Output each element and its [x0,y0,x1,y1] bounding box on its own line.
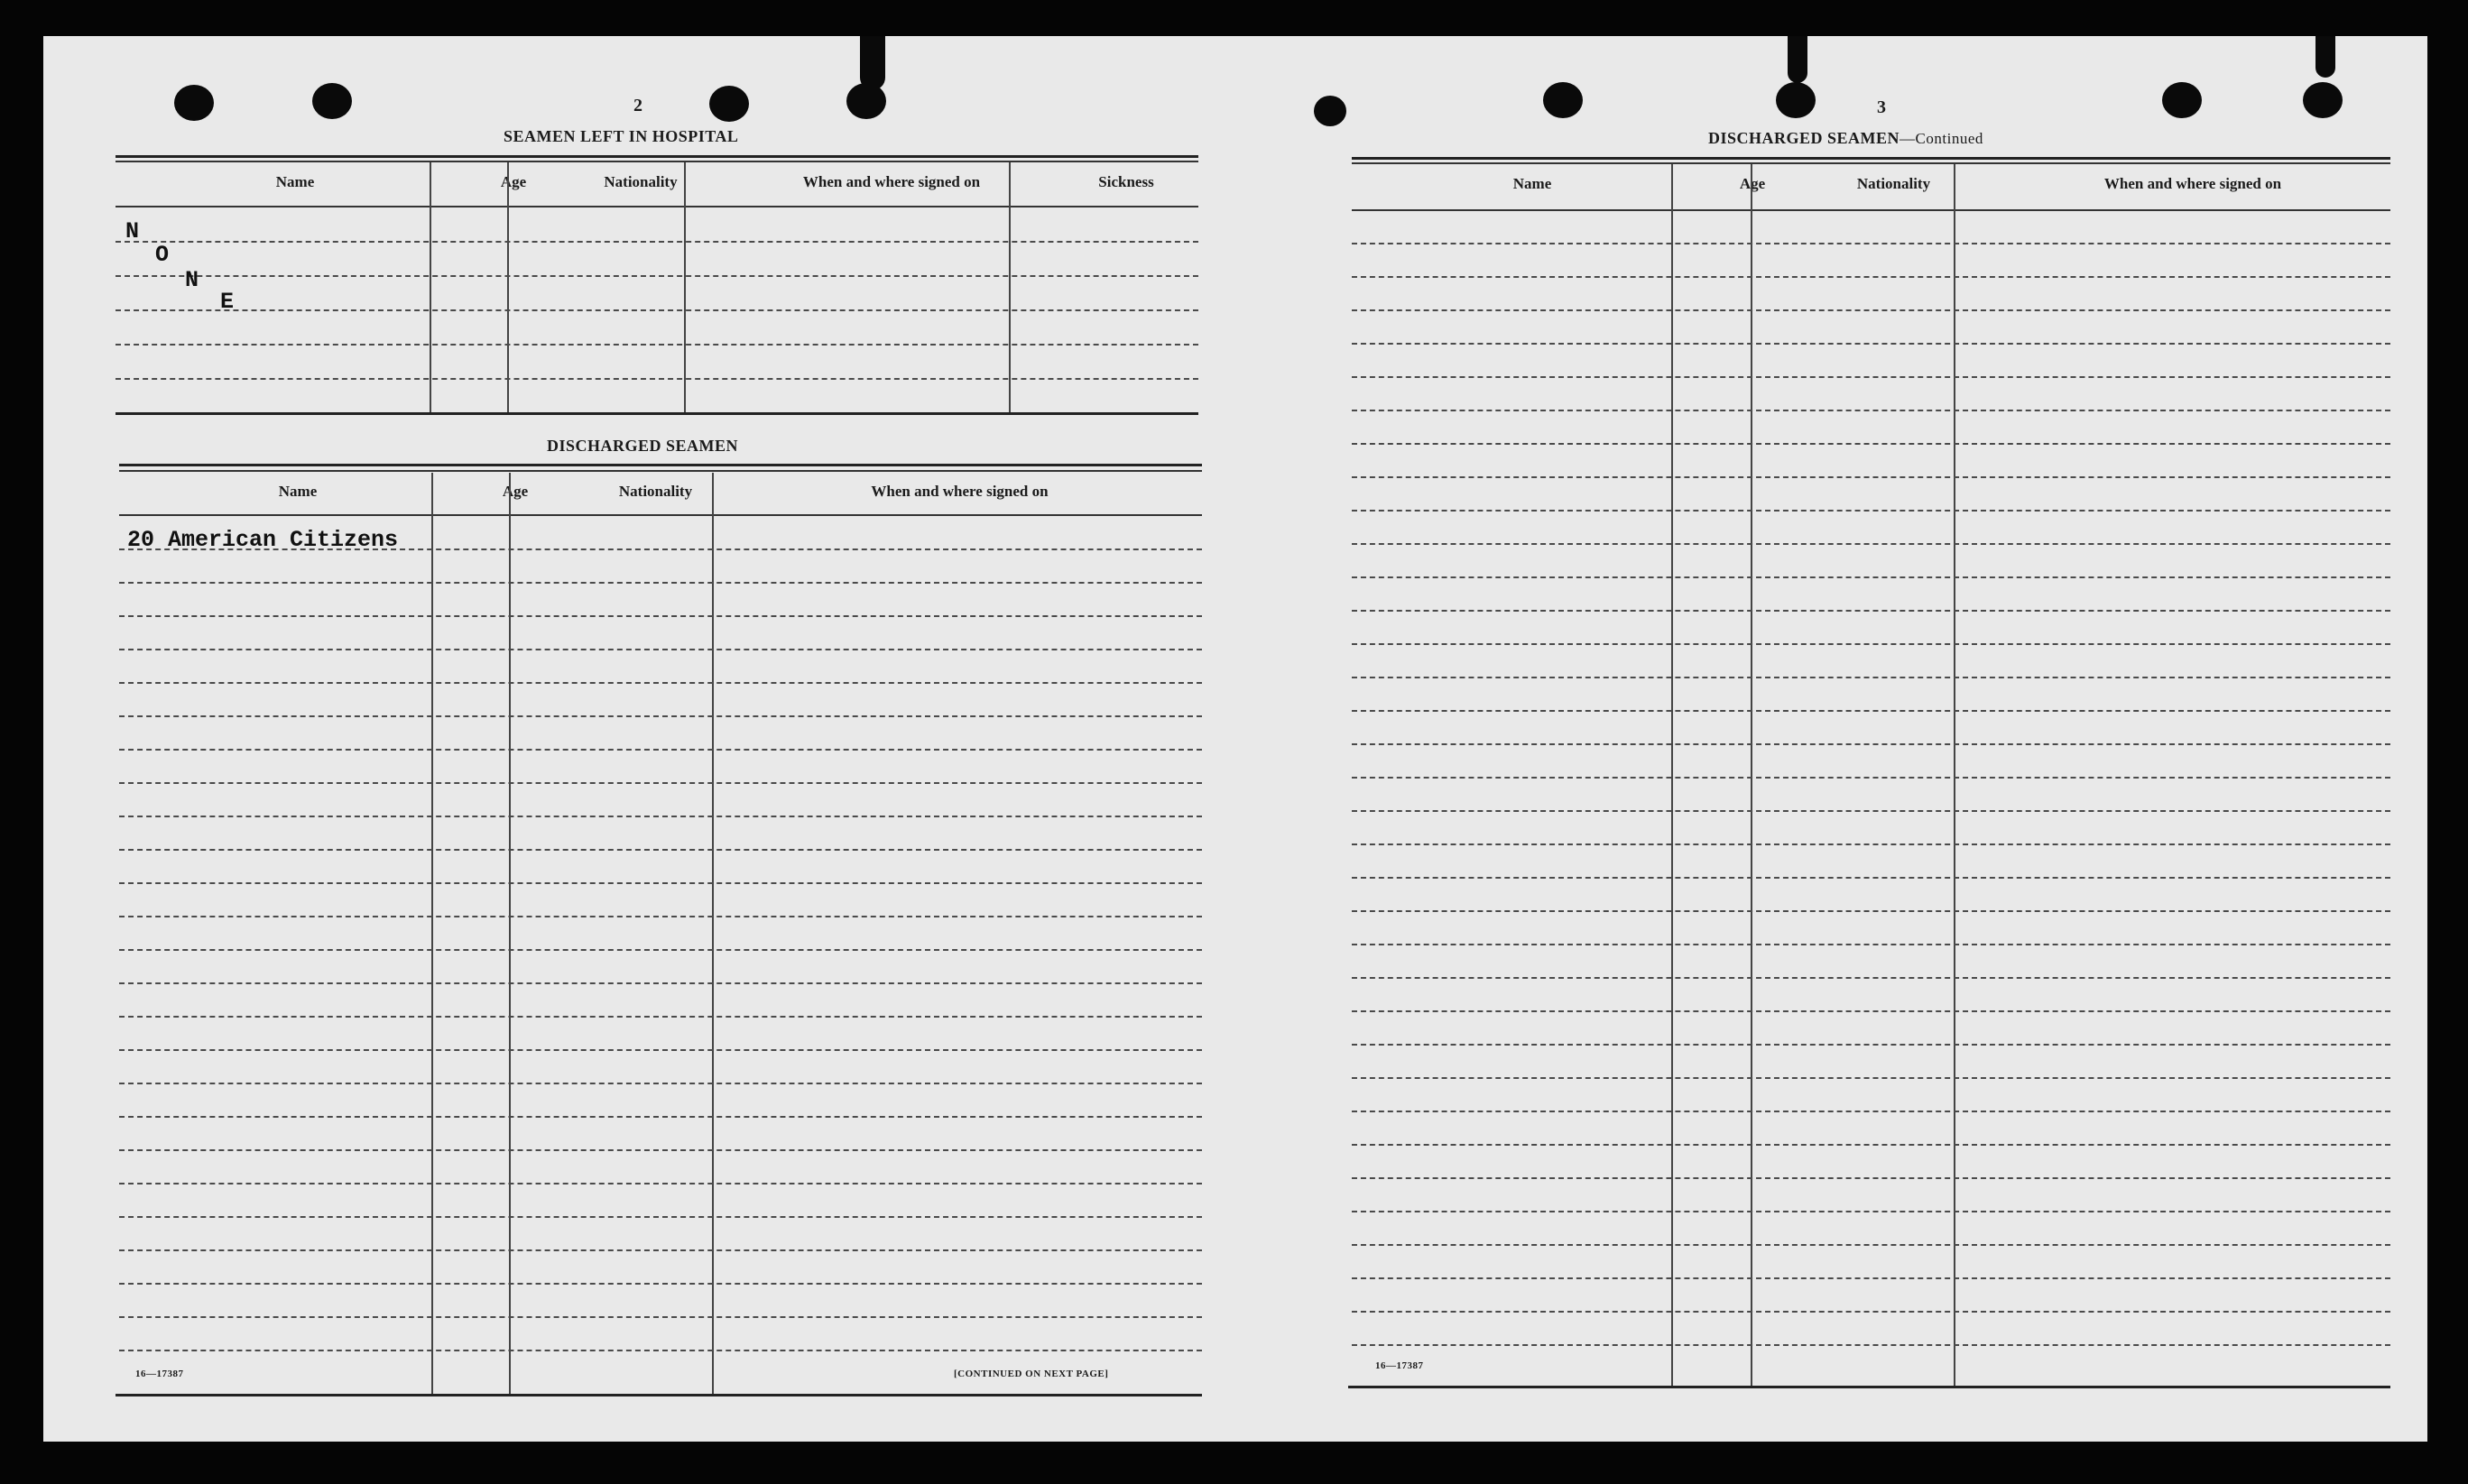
header-rule [119,514,1202,516]
torn-notch [2315,36,2335,78]
column-divider [1751,164,1752,1386]
dotted-row-line [1352,1177,2390,1179]
dotted-row-line [116,344,1198,346]
dotted-row-line [1352,1311,2390,1313]
dotted-row-line [119,749,1202,751]
form-number: 16—17387 [1375,1360,1424,1371]
dotted-row-line [1352,443,2390,445]
dotted-row-line [119,1016,1202,1018]
column-divider [509,473,511,1394]
dotted-row-line [116,275,1198,277]
punch-hole [2162,82,2202,118]
page-number: 2 [633,96,642,115]
right-col-signed-on: When and where signed on [2103,175,2282,192]
header-rule [1352,209,2390,211]
dotted-row-line [1352,243,2390,244]
discharged-entry: 20 American Citizens [127,527,399,553]
dotted-row-line [116,378,1198,380]
dotted-row-line [119,916,1202,917]
dotted-row-line [119,1183,1202,1184]
dotted-row-line [1352,910,2390,912]
column-divider [1671,164,1673,1386]
table-top-rule [1352,157,2390,160]
typed-letter: O [155,242,170,268]
dotted-row-line [1352,1010,2390,1012]
hospital-col-signed-on: When and where signed on [802,173,981,190]
dotted-row-line [1352,1244,2390,1246]
table-top-rule-inner [116,161,1198,162]
dotted-row-line [119,682,1202,684]
dotted-row-line [119,882,1202,884]
dotted-row-line [1352,376,2390,378]
dotted-row-line [116,241,1198,243]
dotted-row-line [119,816,1202,817]
right-col-age: Age [1739,175,1766,192]
column-divider [1954,164,1955,1386]
punch-hole [2303,82,2343,118]
dotted-row-line [1352,710,2390,712]
typed-letter: E [220,289,235,315]
dotted-row-line [1352,1344,2390,1346]
dotted-row-line [1352,476,2390,478]
dotted-row-line [1352,1277,2390,1279]
dotted-row-line [1352,843,2390,845]
dotted-row-line [119,649,1202,650]
table-top-rule-inner [119,470,1202,472]
table-top-rule [119,464,1202,466]
dotted-row-line [1352,944,2390,945]
dotted-row-line [119,1249,1202,1251]
dotted-row-line [1352,677,2390,678]
continued-note: [CONTINUED ON NEXT PAGE] [954,1369,1109,1379]
column-divider [431,473,433,1394]
dotted-row-line [119,1283,1202,1285]
table-bottom-rule [116,1394,1202,1396]
discharged-section-title: DISCHARGED SEAMEN [547,437,739,455]
header-rule [116,206,1198,207]
dotted-row-line [1352,743,2390,745]
punch-hole [709,86,749,122]
dotted-row-line [1352,1111,2390,1112]
table-top-rule [116,155,1198,158]
title-text: DISCHARGED SEAMEN [1708,129,1900,147]
torn-notch [1788,36,1807,83]
discharged-col-age: Age [502,483,529,500]
dotted-row-line [1352,276,2390,278]
dotted-row-line [1352,576,2390,578]
column-divider [507,162,509,412]
dotted-row-line [1352,343,2390,345]
dotted-row-line [116,309,1198,311]
column-divider [430,162,431,412]
column-divider [1009,162,1011,412]
dotted-row-line [1352,1044,2390,1046]
dotted-row-line [119,982,1202,984]
left-page [43,36,1252,1442]
right-page [1252,36,2427,1442]
table-top-rule-inner [1352,162,2390,164]
typed-letter: N [125,218,140,244]
punch-hole [1314,96,1346,126]
dotted-row-line [119,1350,1202,1351]
dotted-row-line [119,782,1202,784]
dotted-row-line [119,1216,1202,1218]
dotted-row-line [119,949,1202,951]
dotted-row-line [1352,877,2390,879]
hospital-col-nationality: Nationality [604,173,678,190]
punch-hole [174,85,214,121]
dotted-row-line [119,582,1202,584]
dotted-row-line [119,615,1202,617]
hospital-col-age: Age [500,173,527,190]
dotted-row-line [1352,543,2390,545]
dotted-row-line [119,1049,1202,1051]
punch-hole [1543,82,1583,118]
discharged-continued-title [1708,129,1983,148]
typed-letter: N [185,267,199,293]
right-col-name: Name [1512,175,1552,192]
discharged-col-nationality: Nationality [618,483,693,500]
dotted-row-line [119,1116,1202,1118]
document-scan [43,36,2427,1442]
form-number: 16—17387 [135,1369,184,1379]
column-divider [712,473,714,1394]
punch-hole [1776,82,1816,118]
dotted-row-line [1352,1144,2390,1146]
dotted-row-line [119,1316,1202,1318]
dotted-row-line [1352,777,2390,779]
dotted-row-line [1352,643,2390,645]
hospital-col-name: Name [275,173,315,190]
torn-notch [860,36,885,90]
dotted-row-line [1352,1211,2390,1212]
discharged-col-name: Name [278,483,318,500]
dotted-row-line [119,715,1202,717]
dotted-row-line [1352,309,2390,311]
dotted-row-line [1352,977,2390,979]
table-bottom-rule [116,412,1198,415]
punch-hole [312,83,352,119]
hospital-section-title: SEAMEN LEFT IN HOSPITAL [504,127,739,145]
dotted-row-line [119,849,1202,851]
dotted-row-line [1352,510,2390,512]
discharged-col-signed-on: When and where signed on [871,483,1049,500]
title-suffix: —Continued [1900,130,1983,147]
right-col-nationality: Nationality [1856,175,1931,192]
table-bottom-rule [1348,1386,2390,1388]
page-number: 3 [1877,97,1886,117]
column-divider [684,162,686,412]
dotted-row-line [1352,810,2390,812]
hospital-col-sickness: Sickness [1098,173,1154,190]
dotted-row-line [1352,1077,2390,1079]
dotted-row-line [1352,610,2390,612]
dotted-row-line [119,1083,1202,1084]
dotted-row-line [119,1149,1202,1151]
dotted-row-line [1352,410,2390,411]
